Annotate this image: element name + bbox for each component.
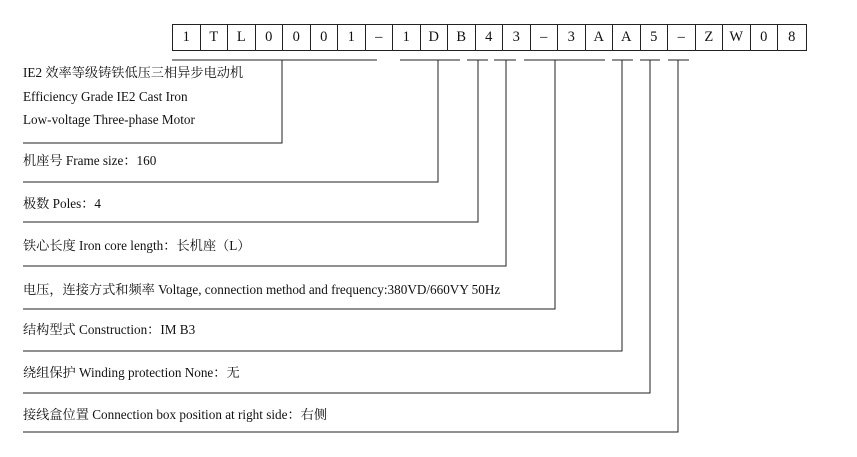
code-char-cell: Z <box>696 25 724 50</box>
code-char-cell: W <box>723 25 751 50</box>
construction-label: 结构型式 Construction：IM B3 <box>23 322 196 337</box>
frame-size-label: 机座号 Frame size：160 <box>23 153 157 168</box>
box-position-label: 接线盒位置 Connection box position at right side：右侧 <box>23 407 328 422</box>
code-char-cell: – <box>531 25 559 50</box>
code-char-cell: A <box>613 25 641 50</box>
winding-label: 绕组保护 Winding protection None：无 <box>23 365 240 380</box>
code-char-cell: 0 <box>283 25 311 50</box>
code-char-cell: A <box>586 25 614 50</box>
code-char-cell: 8 <box>788 29 796 45</box>
core-length-label: 铁心长度 Iron core length：长机座（L） <box>23 238 251 253</box>
code-char-cell: – <box>366 25 394 50</box>
motor-type-cn: IE2 效率等级铸铁低压三相异步电动机 <box>23 65 244 80</box>
poles-label: 极数 Poles：4 <box>23 196 102 211</box>
code-char-cell: 3 <box>558 25 586 50</box>
code-char-cell: L <box>228 25 256 50</box>
code-char-cell: 0 <box>311 25 339 50</box>
code-char-cell: – <box>668 25 696 50</box>
code-char-cell: 1 <box>173 25 201 50</box>
code-char-cell: 0 <box>256 25 284 50</box>
motor-type-en-line1: Efficiency Grade IE2 Cast Iron <box>23 89 188 104</box>
leader-winding <box>23 60 650 393</box>
code-char-cell: D <box>421 25 449 50</box>
code-char-cell: 1 <box>393 25 421 50</box>
code-char-cell: 1 <box>338 25 366 50</box>
motor-type-en-line2: Low-voltage Three-phase Motor <box>23 112 195 127</box>
code-char-cell: 5 <box>641 25 669 50</box>
code-char-cell: 4 <box>476 25 504 50</box>
code-char-cell: T <box>201 25 229 50</box>
code-char-cell: 0 <box>751 25 779 50</box>
voltage-label: 电压，连接方式和频率 Voltage, connection method and frequency:380VD/660VY 50Hz <box>23 282 501 297</box>
code-char-cell: 3 <box>503 25 531 50</box>
code-char-cell: B <box>448 25 476 50</box>
